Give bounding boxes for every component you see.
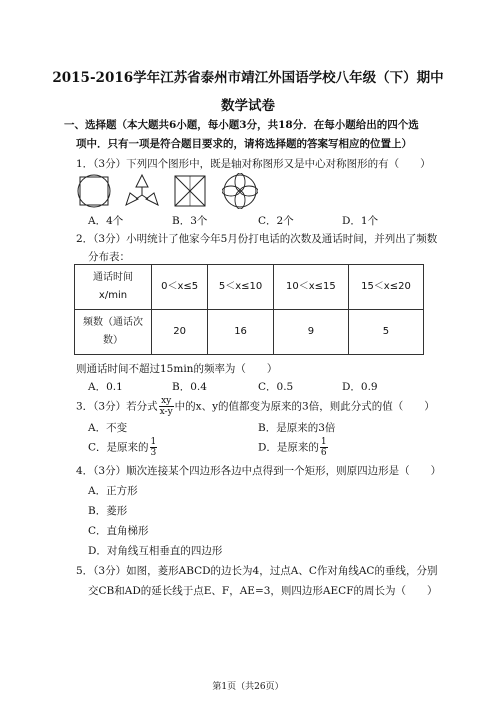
q3-option-c-numerator: 1	[150, 437, 157, 447]
q3-stem	[76, 396, 435, 417]
q3-option-a: A．不变	[88, 422, 128, 434]
q4-option-a: A．正方形	[88, 485, 138, 497]
q2-option-b: B．0.4	[172, 381, 207, 393]
q2-stem-line2: 分布表：	[88, 251, 130, 263]
q3-option-b: B．是原来的3倍	[258, 422, 336, 434]
q3-option-c-fraction	[150, 437, 158, 458]
q5-stem-line2: 交CB和AD的延长线于点E、F，AE=3，则四边形AECF的周长为（ ）	[88, 585, 438, 597]
q3-option-d-denominator: 6	[320, 448, 327, 458]
q5-stem-line1: 5．（3分）如图，菱形ABCD的边长为4，过点A、C作对角线AC的垂线，分别	[76, 565, 438, 577]
table-cell: 9	[273, 310, 348, 355]
figure-circle-in-square	[76, 173, 112, 209]
q3-stem-pre: 3．（3分）若分式	[76, 400, 158, 413]
table-row-label-line2: 数）	[103, 335, 123, 346]
q4-option-d: D．对角线互相垂直的四边形	[88, 545, 223, 557]
q3-stem-post: 中的x、y的值都变为原来的3倍，则此分式的值（ ）	[174, 400, 435, 413]
q4-stem: 4．（3分）顺次连接某个四边形各边中点得到一个矩形，则原四边形是（ ）	[76, 465, 442, 477]
table-cell: 10＜x≤15	[273, 265, 348, 310]
q3-option-d-text: D．是原来的	[258, 441, 319, 454]
table-cell: 20	[152, 310, 208, 355]
q1-stem: 1．（3分）下列四个图形中，既是轴对称图形又是中心对称图形的有（ ）	[76, 158, 431, 170]
q2-option-a: A．0.1	[88, 381, 123, 393]
q1-option-a: A．4个	[88, 215, 124, 227]
frequency-table	[74, 264, 424, 355]
q4-option-b: B．菱形	[88, 505, 128, 517]
exam-title-line2: 数学试卷	[221, 98, 275, 114]
table-row-label-line1: 频数（通话次	[83, 317, 143, 328]
q2-after-table: 则通话时间不超过15min的频率为（ ）	[76, 363, 278, 375]
page-footer: 第1页（共26页）	[212, 682, 284, 692]
exam-title-line1: 2015-2016学年江苏省泰州市靖江外国语学校八年级（下）期中	[52, 70, 444, 86]
table-cell: 5	[348, 310, 423, 355]
q3-fraction-numerator: xy	[159, 396, 174, 407]
q3-option-c-text: C．是原来的	[88, 441, 149, 454]
q3-option-d-numerator: 1	[320, 437, 327, 447]
table-row	[75, 310, 424, 355]
section-heading-line2: 项中．只有一项是符合题目要求的，请将选择题的答案写相应的位置上）	[76, 138, 412, 150]
q2-option-c: C．0.5	[258, 381, 294, 393]
table-cell: 0＜x≤5	[152, 265, 208, 310]
figure-circle-with-petals	[222, 173, 258, 209]
table-header-label	[75, 265, 152, 310]
table-cell: 15＜x≤20	[348, 265, 423, 310]
q3-option-c	[88, 437, 158, 458]
q4-option-c: C．直角梯形	[88, 525, 149, 537]
figure-square-with-diagonals	[172, 173, 208, 209]
figure-three-triangles	[124, 173, 160, 209]
table-cell: 5＜x≤10	[208, 265, 274, 310]
table-cell: 16	[208, 310, 274, 355]
section-heading-line1: 一、选择题（本大题共6小题，每小题3分，共18分．在每小题给出的四个选	[64, 119, 419, 131]
q1-option-c: C．2个	[258, 215, 294, 227]
table-row	[75, 265, 424, 310]
table-row-label	[75, 310, 152, 355]
q3-fraction-denominator: x-y	[159, 407, 173, 417]
table-header-label-line1: 通话时间	[93, 272, 133, 283]
q3-fraction	[159, 396, 174, 417]
q3-option-d	[258, 437, 329, 458]
q1-option-b: B．3个	[172, 215, 208, 227]
q2-option-d: D．0.9	[342, 381, 378, 393]
q2-stem-line1: 2．（3分）小明统计了他家今年5月份打电话的次数及通话时间，并列出了频数	[76, 233, 438, 245]
q1-option-d: D．1个	[342, 215, 379, 227]
table-header-label-line2: x/min	[98, 290, 128, 301]
q3-option-c-denominator: 3	[150, 448, 157, 458]
q3-option-d-fraction	[320, 437, 328, 458]
